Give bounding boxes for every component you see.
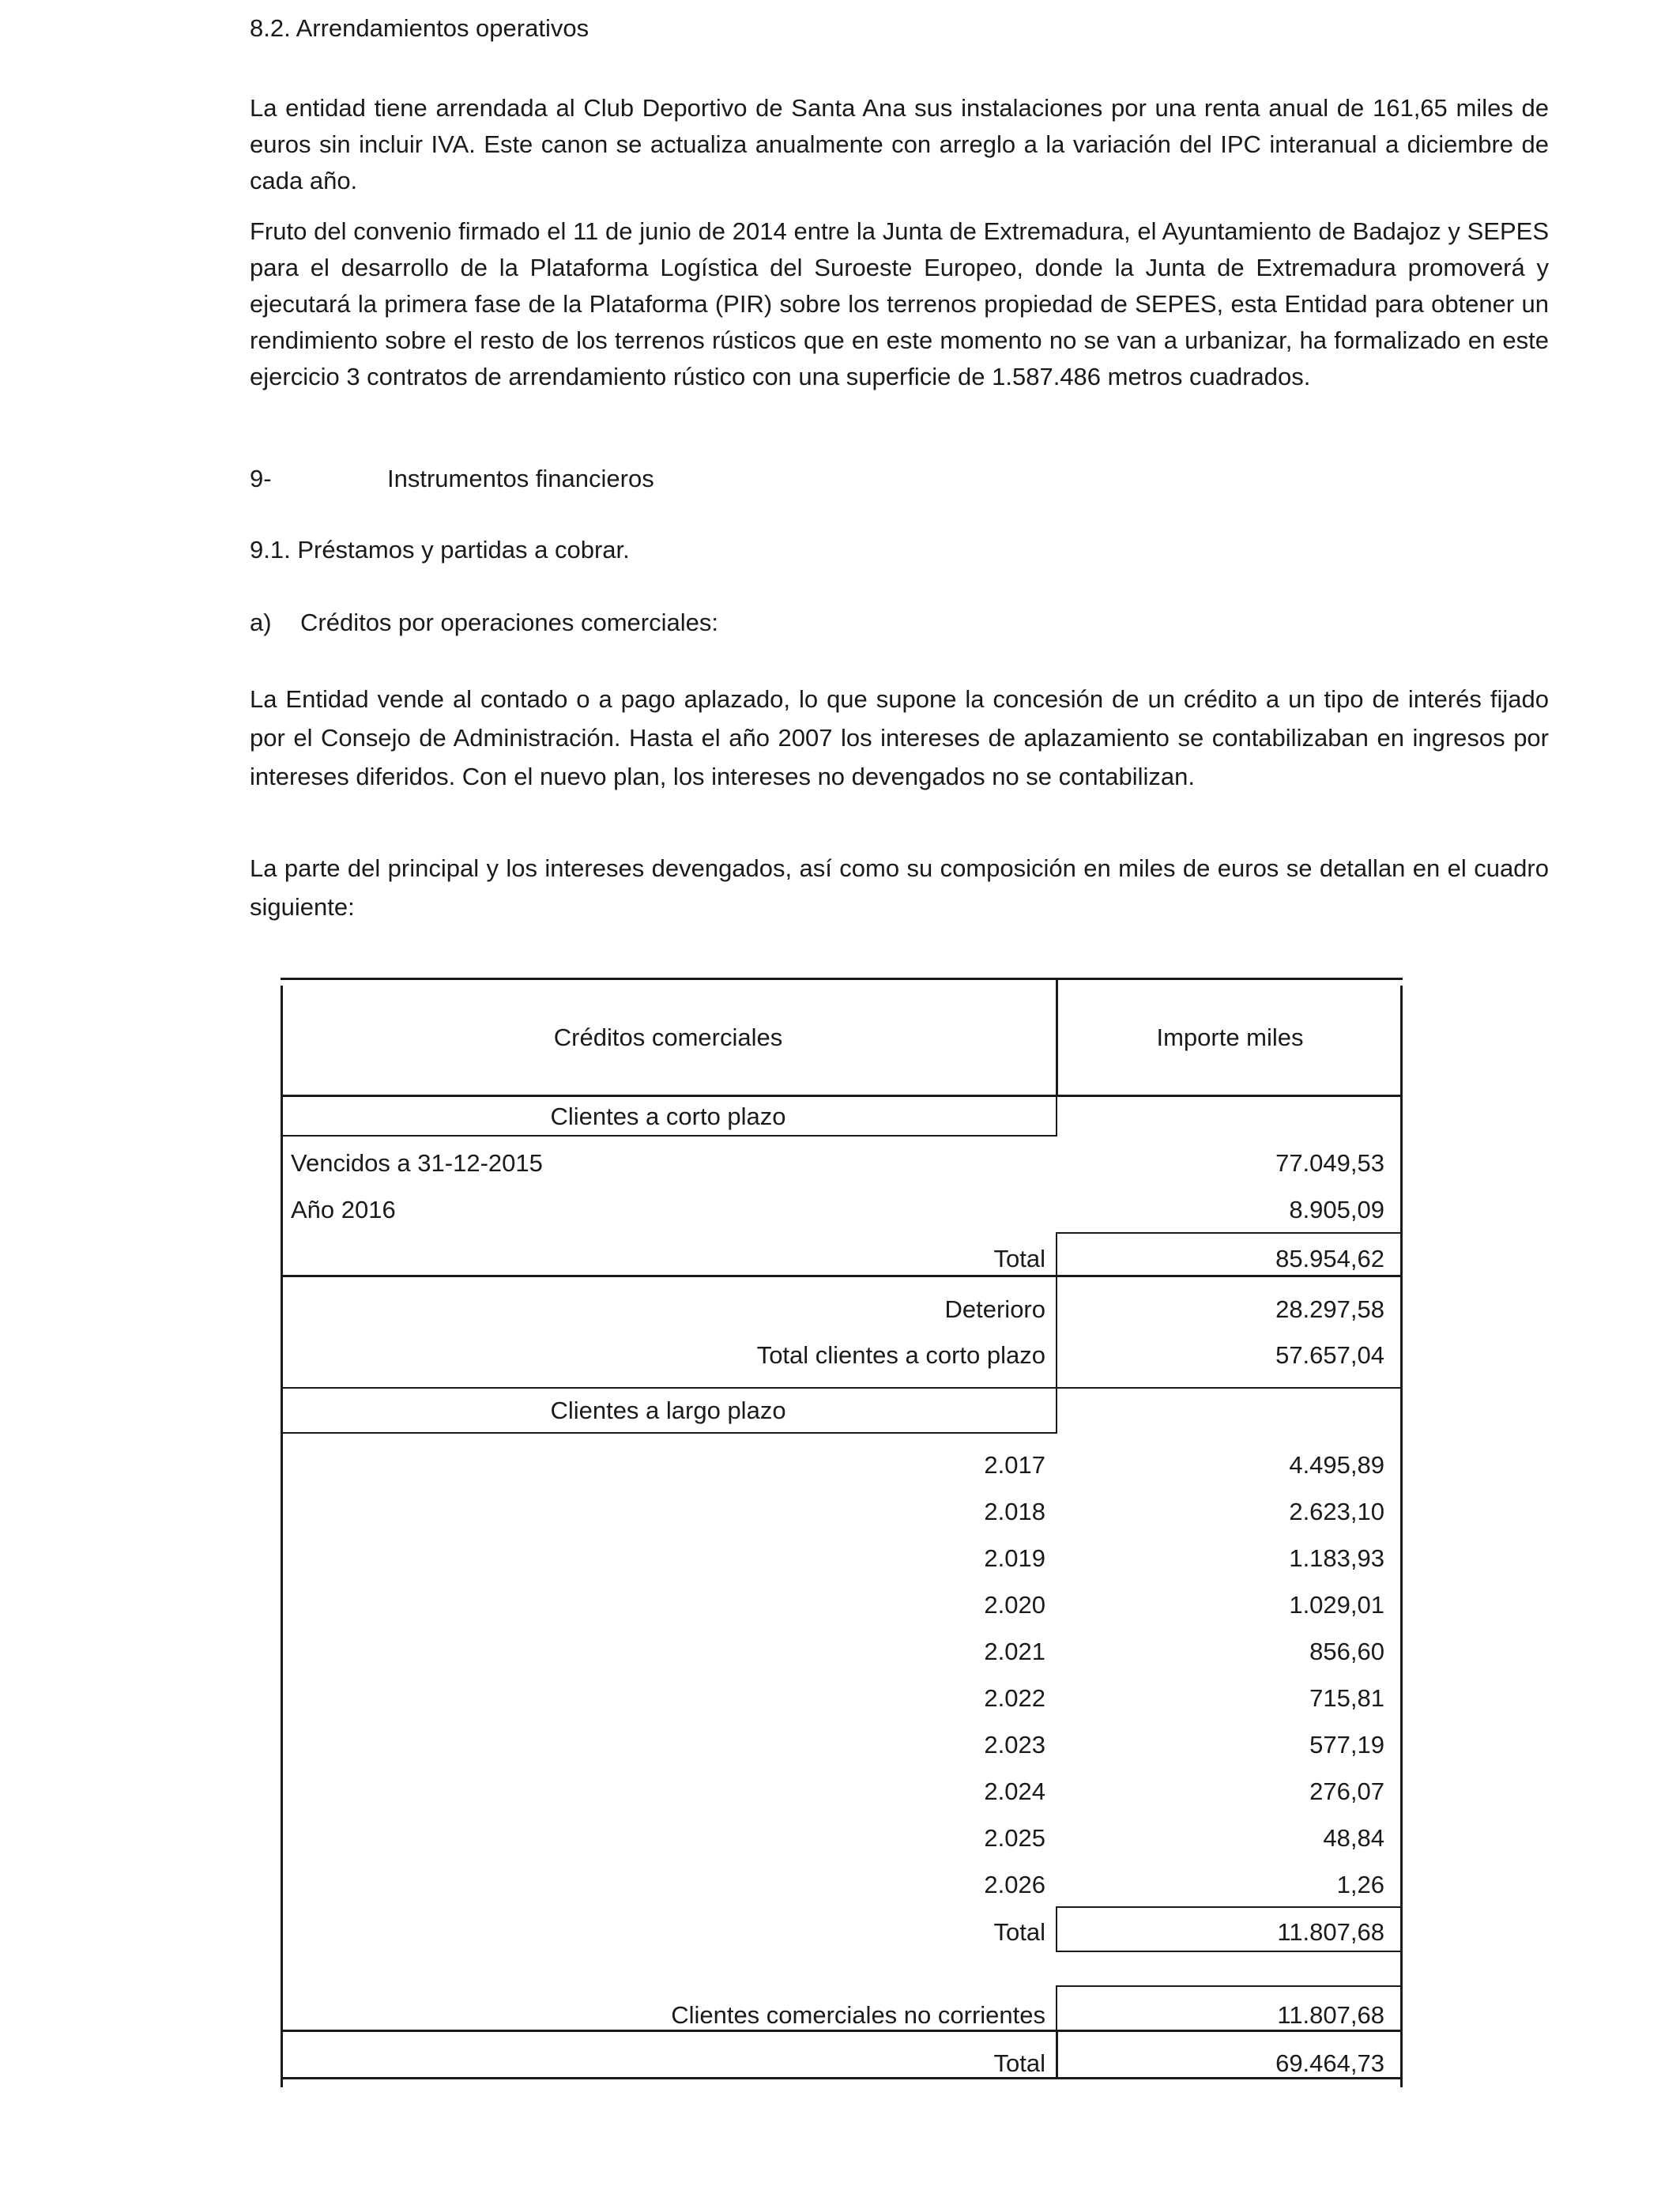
section-title-9: Instrumentos financieros [387, 465, 654, 492]
row-value: 856,60 [1309, 1638, 1384, 1665]
long-total-divider [1056, 1906, 1057, 1952]
long-label-bottom [281, 1432, 1057, 1434]
short-term-label: Clientes a corto plazo [550, 1103, 786, 1130]
row-value: 8.905,09 [1289, 1196, 1384, 1223]
impairment-label: Deterioro [944, 1295, 1045, 1323]
row-value: 48,84 [1323, 1824, 1384, 1852]
col-header-creditos: Créditos comerciales [553, 1023, 783, 1051]
grand-total-top [281, 2030, 1403, 2032]
row-value: 1.029,01 [1289, 1591, 1384, 1619]
section-heading-8-2: 8.2. Arrendamientos operativos [250, 14, 590, 42]
row-value: 2.623,10 [1289, 1498, 1384, 1525]
grand-total-label: Total [993, 2049, 1045, 2077]
table-top-border [281, 978, 1403, 980]
short-total-divider [1056, 1232, 1057, 1276]
row-value: 4.495,89 [1289, 1451, 1384, 1479]
row-value: 1,26 [1336, 1871, 1384, 1898]
row-label: 2.018 [984, 1498, 1045, 1525]
net-short-label: Total clientes a corto plazo [756, 1341, 1045, 1369]
non-current-label: Clientes comerciales no corrientes [671, 2001, 1045, 2029]
row-value: 276,07 [1309, 1777, 1384, 1805]
short-label-bottom [281, 1135, 1057, 1137]
row-value: 577,19 [1309, 1731, 1384, 1759]
short-label-divider [1056, 1096, 1057, 1136]
row-label: 2.025 [984, 1824, 1045, 1852]
col-header-importe: Importe miles [1156, 1023, 1304, 1051]
non-current-top [1056, 1985, 1403, 1987]
row-label: 2.017 [984, 1451, 1045, 1479]
item-marker-a: a) [250, 609, 272, 636]
long-total-value: 11.807,68 [1277, 1918, 1384, 1946]
row-label: 2.023 [984, 1731, 1045, 1759]
item-title-creditos: Créditos por operaciones comerciales: [300, 609, 718, 636]
row-value: 715,81 [1309, 1684, 1384, 1712]
paragraph-lease-club: La entidad tiene arrendada al Club Deportivo de Santa Ana sus instalaciones por una renta anual de 161,65 miles de euros sin incluir IVA. Este canon se actualiza anualmente con arreglo a la variación del IPC interanual a diciembre de cada año. [250, 94, 1549, 194]
section-heading-9-1: 9.1. Préstamos y partidas a cobrar. [250, 536, 630, 564]
short-total-bottom [281, 1275, 1403, 1277]
row-label: Vencidos a 31-12-2015 [291, 1149, 543, 1177]
row-label: 2.026 [984, 1871, 1045, 1898]
grand-total-value: 69.464,73 [1275, 2049, 1384, 2077]
paragraph-composicion: La parte del principal y los intereses devengados, así como su composición en miles de euros se detallan en el cuadro siguiente: [250, 854, 1549, 921]
table-bottom-border [281, 2077, 1403, 2079]
long-total-bottom [1056, 1951, 1403, 1952]
row-label: 2.020 [984, 1591, 1045, 1619]
grand-total-divider [1056, 2030, 1058, 2079]
row-label: Año 2016 [291, 1196, 396, 1223]
net-short-bottom [281, 1387, 1403, 1389]
short-total-value: 85.954,62 [1275, 1245, 1384, 1272]
row-value: 1.183,93 [1289, 1544, 1384, 1572]
paragraph-venta-aplazada: La Entidad vende al contado o a pago aplazado, lo que supone la concesión de un crédito a un tipo de interés fijado por el Consejo de Administración. Hasta el año 2007 los intereses de aplazamiento se contabilizaban en ingresos por intereses diferidos. Con el nuevo plan, los intereses no devengados no se contabilizan. [250, 685, 1549, 790]
section-number-9: 9- [250, 465, 272, 492]
long-total-top [1056, 1906, 1403, 1908]
non-current-value: 11.807,68 [1277, 2001, 1384, 2029]
long-term-label: Clientes a largo plazo [550, 1397, 786, 1424]
long-label-divider [1056, 1387, 1057, 1433]
long-total-label: Total [993, 1918, 1045, 1946]
row-label: 2.022 [984, 1684, 1045, 1712]
impairment-value: 28.297,58 [1275, 1295, 1384, 1323]
short-total-label: Total [993, 1245, 1045, 1272]
row-label: 2.021 [984, 1638, 1045, 1665]
paragraph-convenio: Fruto del convenio firmado el 11 de junio de 2014 entre la Junta de Extremadura, el Ayuntamiento de Badajoz y SEPES para el desarrollo de la Plataforma Logística del Suroeste Europeo, donde la Junta de Extremadura promoverá y ejecutará la primera fase de la Plataforma (PIR) sobre los terrenos propiedad de SEPES, esta Entidad para obtener un rendimiento sobre el resto de los terrenos rústicos que en este momento no se van a urbanizar, ha formalizado en este ejercicio 3 contratos de arrendamiento rústico con una superficie de 1.587.486 metros cuadrados. [250, 217, 1549, 390]
header-bottom-border [281, 1095, 1403, 1097]
row-label: 2.024 [984, 1777, 1045, 1805]
impairment-divider [1056, 1276, 1057, 1389]
row-label: 2.019 [984, 1544, 1045, 1572]
row-value: 77.049,53 [1275, 1149, 1384, 1177]
net-short-value: 57.657,04 [1275, 1341, 1384, 1369]
short-total-top [1056, 1232, 1403, 1234]
